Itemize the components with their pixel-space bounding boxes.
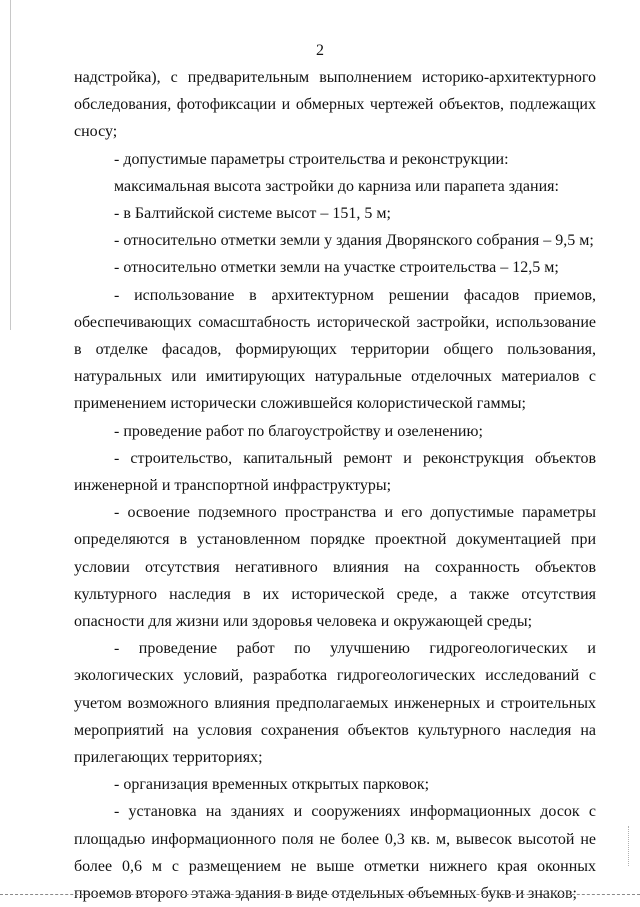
page-number: 2 xyxy=(316,42,324,59)
paragraph-underground-space: - освоение подземного пространства и его допустимые параметры определяются в установленном порядке проектной документацией при условии отсутствия негативного влияния на сохранность объектов культурного наследия в их исторической среде, а также отсутствия опасности для жизни или здоровья человека и окружающей среды; xyxy=(74,504,596,631)
paragraph-signage: - установка на зданиях и сооружениях информационных досок с площадью информационного поля не более 0,3 кв. м, вывесок высотой не более 0,6 м с размещением не выше отметки нижнего края оконных проемов второго этажа здания в виде отдельных объемных букв и знаков; xyxy=(74,803,596,903)
document-body xyxy=(74,64,596,907)
paragraph-hydrogeology: - проведение работ по улучшению гидрогеологических и экологических условий, разработка гидрогеологических исследований с учетом возможного влияния предполагаемых инженерных и строительных мероприятий на условия сохранения объектов культурного наследия на прилегающих территориях; xyxy=(74,640,596,767)
scan-margin-marks xyxy=(628,826,635,866)
paragraph-site-height: - относительно отметки земли на участке строительства – 12,5 м; xyxy=(114,259,559,277)
paragraph-continuation: надстройка), с предварительным выполнением историко-архитектурного обследования, фотофиксации и обмерных чертежей объектов, подлежащих сносу; xyxy=(74,69,596,141)
scan-bottom-edge xyxy=(0,894,640,895)
paragraph-construction-parameters: - допустимые параметры строительства и реконструкции: xyxy=(114,150,509,168)
paragraph-landscaping: - проведение работ по благоустройству и озеленению; xyxy=(114,422,483,440)
paragraph-max-height: максимальная высота застройки до карниза или парапета здания: xyxy=(114,177,559,195)
paragraph-baltic-height: - в Балтийской системе высот – 151, 5 м; xyxy=(114,205,391,223)
paragraph-parking: - организация временных открытых парковок; xyxy=(114,776,430,794)
paragraph-facade-solutions: - использование в архитектурном решении фасадов приемов, обеспечивающих сомасштабность исторической застройки, использование в отделке фасадов, формирующих территории общего пользования, натуральных или имитирующих натуральные отделочных материалов с применением исторически сложившейся колористической гаммы; xyxy=(74,286,596,413)
paragraph-infrastructure: - строительство, капитальный ремонт и реконструкция объектов инженерной и транспортной инфраструктуры; xyxy=(74,449,596,495)
paragraph-nobility-assembly-height: - относительно отметки земли у здания Дворянского собрания – 9,5 м; xyxy=(114,232,594,250)
